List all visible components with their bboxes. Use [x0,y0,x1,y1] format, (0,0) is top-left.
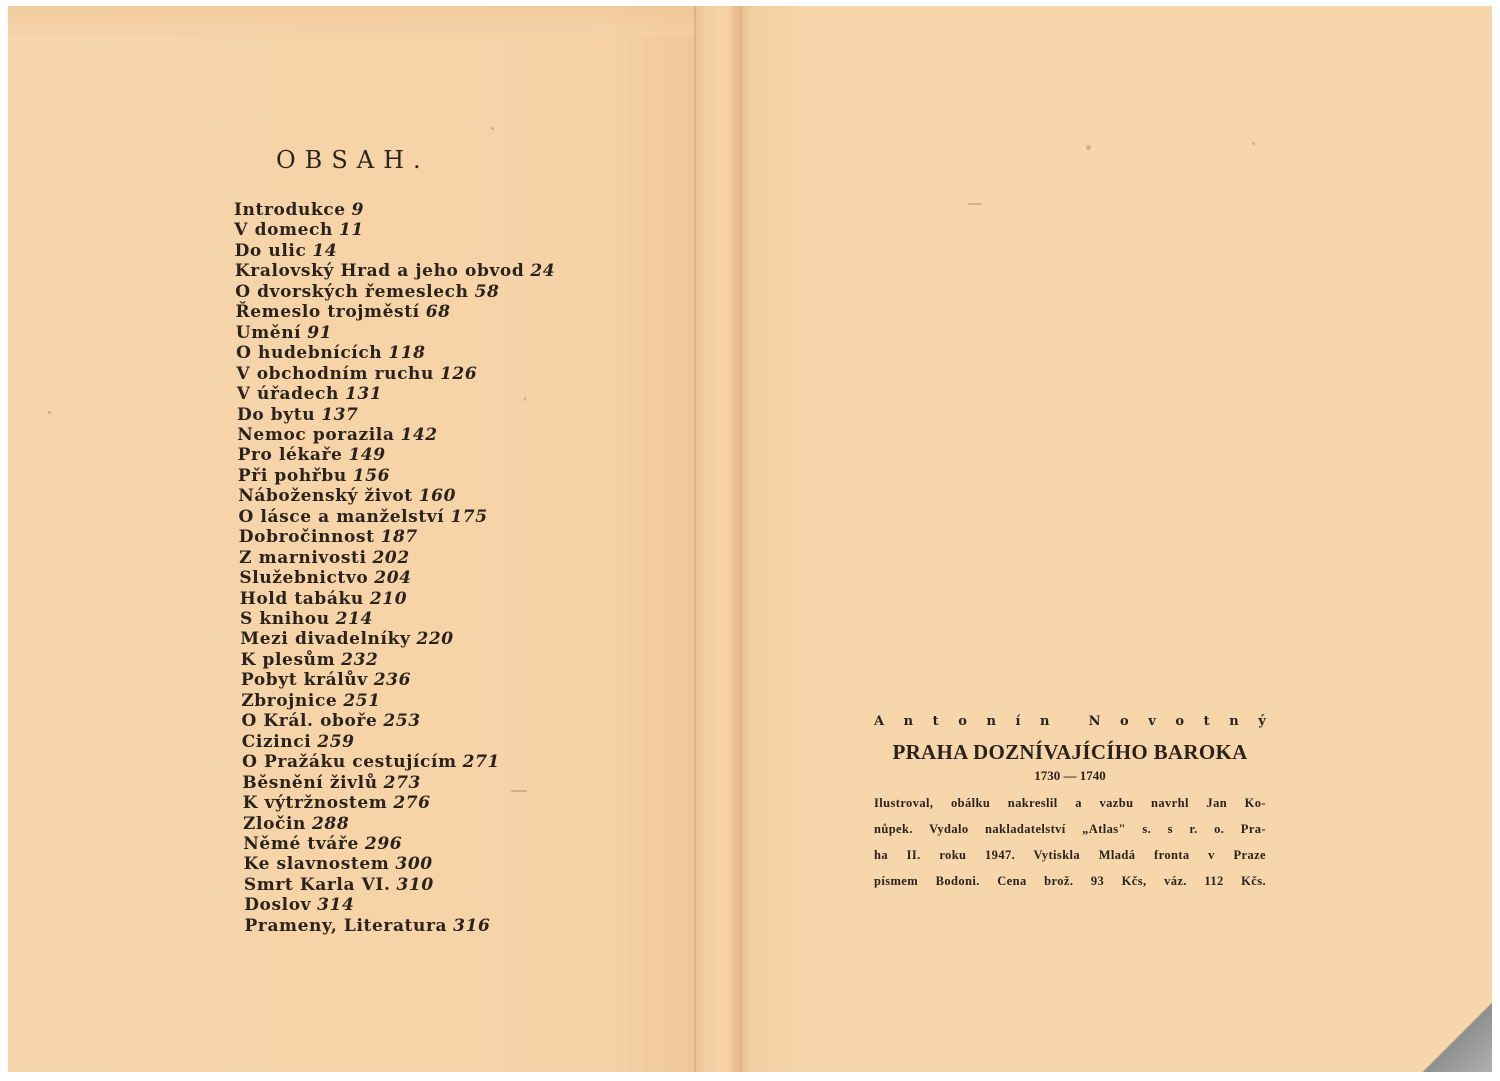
imprint-text [874,790,1266,894]
toc-entry-page: 316 [453,915,491,936]
toc-entry-page: 11 [338,220,364,241]
toc-entry-title: Služebnictvo [239,568,369,589]
toc-entry [236,343,425,363]
toc-entry [242,752,500,772]
author-letter: n [1040,714,1050,729]
author-letter: í [1015,714,1021,729]
toc-entry-title: S knihou [240,609,330,629]
toc-entry-title: Řemeslo trojměstí [235,302,420,323]
toc-entry [236,364,477,384]
toc-entry [243,834,402,854]
toc-entry-title: V úřadech [236,384,339,405]
toc-entry-title: O Král. oboře [241,711,378,732]
author-letter: n [903,714,914,729]
toc-entry-title: Hold tabáku [239,588,364,609]
toc-entry-page: 271 [462,752,500,773]
toc-entry-title: Cizinci [241,731,312,752]
toc-entry [244,875,434,895]
toc-entry-title: Náboženský život [238,486,413,507]
toc-entry [241,650,379,670]
toc-entry-page: 9 [351,200,365,220]
toc-entry-title: Zločin [243,813,306,834]
toc-entry [235,282,499,302]
toc-heading: OBSAH. [276,146,430,174]
toc-entry [242,773,421,793]
toc-entry-page: 156 [352,465,391,486]
page-edge-shading [8,6,694,36]
author-letter: o [1175,714,1185,729]
toc-entry-title: V domech [234,220,333,241]
toc-entry-page: 236 [373,670,412,691]
author-name [874,714,1266,732]
toc-entry [236,323,332,343]
toc-entry-title: Zbrojnice [241,690,338,711]
toc-entry-page: 314 [317,895,355,916]
toc-entry-title: Při pohřbu [237,465,347,486]
gutter-fold-right [740,6,742,1072]
toc-entry-page: 131 [344,384,383,405]
toc-entry-title: O lásce a manželství [238,506,445,527]
toc-entry [237,384,383,404]
author-letter: o [1120,714,1129,729]
toc-entry-title: Introdukce [234,200,346,220]
toc-entry-title: Pro lékaře [237,445,343,466]
author-letter: A [874,714,885,729]
toc-entry-page: 14 [312,240,338,261]
toc-entry-title: K plesům [240,649,336,670]
toc-entry [237,405,358,425]
author-letter: n [986,714,996,729]
toc-entry-page: 220 [416,629,454,650]
book-years: 1730 — 1740 [1034,768,1106,783]
paper-speck [511,790,527,792]
book-title: PRAHA DOZNÍVAJÍCÍHO BAROKA [892,740,1248,764]
toc-entry-title: Do bytu [237,404,316,425]
imprint-line: písmem Bodoni. Cena brož. 93 Kčs, váz. 112 Kčs. [874,874,1266,888]
toc-entry-title: O dvorských řemeslech [235,281,469,302]
toc-entry-title: Nemoc porazila [237,424,395,445]
toc-entry-page: 160 [418,486,457,507]
toc-entry [234,200,364,220]
toc-entry [242,732,355,752]
toc-entry-title: Do ulic [234,240,307,261]
toc-entry [241,691,380,711]
toc-entry-title: Prameny, Literatura [244,915,448,936]
toc-entry-title: Němé tváře [243,833,359,854]
toc-entry-title: K výtržnostem [242,793,388,814]
toc-entry [239,568,411,588]
toc-entry [240,609,373,629]
author-letter: t [932,714,939,729]
toc-entry-page: 310 [396,874,434,895]
toc-entry-title: Z marnivosti [239,547,367,568]
toc-entry-page: 232 [341,649,379,670]
toc-entry-page: 187 [380,527,418,548]
toc-entry-title: Ke slavnostem [243,854,390,875]
toc-entry-page: 142 [400,424,438,445]
toc-entry-page: 251 [343,690,381,711]
toc-entry [235,261,555,281]
toc-entry-page: 68 [425,302,451,323]
toc-entry-page: 253 [383,711,421,732]
author-letter: v [1148,714,1156,729]
toc-entry-title: Mezi divadelníky [240,629,411,650]
toc-entry [235,241,338,261]
toc-entry-page: 58 [474,281,500,302]
right-page [750,6,1492,1072]
toc-entry-page: 126 [439,363,478,384]
paper-speck [491,127,494,130]
paper-speck [1252,142,1255,145]
author-letter: ý [1258,714,1266,729]
toc-entry-page: 149 [348,445,386,466]
toc-entry-page: 24 [530,261,556,282]
toc-entry-title: Pobyt králův [240,670,368,691]
toc-entry-page: 91 [307,322,333,343]
author-letter: N [1088,714,1101,729]
toc-entry-title: O hudebnících [236,343,383,364]
toc-entry-page: 296 [364,833,403,854]
toc-entry-title: Doslov [244,895,312,916]
imprint-line: nůpek. Vydalo nakladatelství „Atlas" s. s r. o. Pra- [874,822,1266,836]
imprint-line: ha II. roku 1947. Vytiskla Mladá fronta v Praze [874,848,1266,862]
colophon [874,714,1266,894]
toc-entry [241,670,411,690]
author-letter: o [958,714,967,729]
page-corner-shadow [1422,1002,1492,1072]
toc-entry [240,629,453,649]
paper-speck [1086,145,1091,150]
toc-entry [237,425,437,445]
toc-entry-page: 118 [388,343,426,364]
toc-entry-page: 214 [335,609,373,629]
toc-entry [238,466,390,486]
toc-entry [243,793,431,813]
toc-entry [243,814,349,834]
author-letter: n [1229,714,1239,729]
toc-entry [244,854,433,874]
toc-entry-page: 175 [450,506,488,527]
toc-entry [238,445,386,465]
toc-entry [245,916,491,936]
gutter-fold-left [694,6,696,1072]
toc-entry [234,220,364,240]
imprint-line: Ilustroval, obálku nakreslil a vazbu navrhl Jan Ko- [874,796,1266,810]
toc-entry-page: 288 [311,813,350,834]
toc-entry [239,548,410,568]
toc-entry-title: Dobročinnost [238,527,375,548]
toc-entry [239,507,488,527]
toc-entry-page: 259 [317,731,355,752]
toc-entry-title: Kralovský Hrad a jeho obvod [234,261,525,282]
toc-entry-title: O Pražáku cestujícím [242,752,457,773]
toc-entry-title: V obchodním ruchu [236,363,434,384]
toc-entry [240,589,407,609]
toc-entry-title: Umění [235,322,302,343]
toc-entry [242,711,421,731]
toc-entry-page: 202 [372,547,410,568]
toc-entry [244,895,354,915]
toc-entry-title: Smrt Karla VI. [243,874,391,895]
paper-speck [48,411,51,414]
toc-entry [238,486,456,506]
toc-entry [236,302,451,322]
toc-entry-page: 137 [321,404,359,425]
toc-entry-title: Běsnění živlů [242,772,378,793]
toc-entry-page: 300 [395,854,433,875]
author-letter: t [1203,714,1210,729]
toc-entry-page: 210 [369,588,408,609]
paper-speck [968,203,982,205]
toc-entry [239,527,418,547]
toc-entry-page: 273 [383,772,421,793]
paper-speck [524,397,526,401]
toc-entry-page: 204 [374,568,412,589]
toc-entry-page: 276 [393,793,431,814]
